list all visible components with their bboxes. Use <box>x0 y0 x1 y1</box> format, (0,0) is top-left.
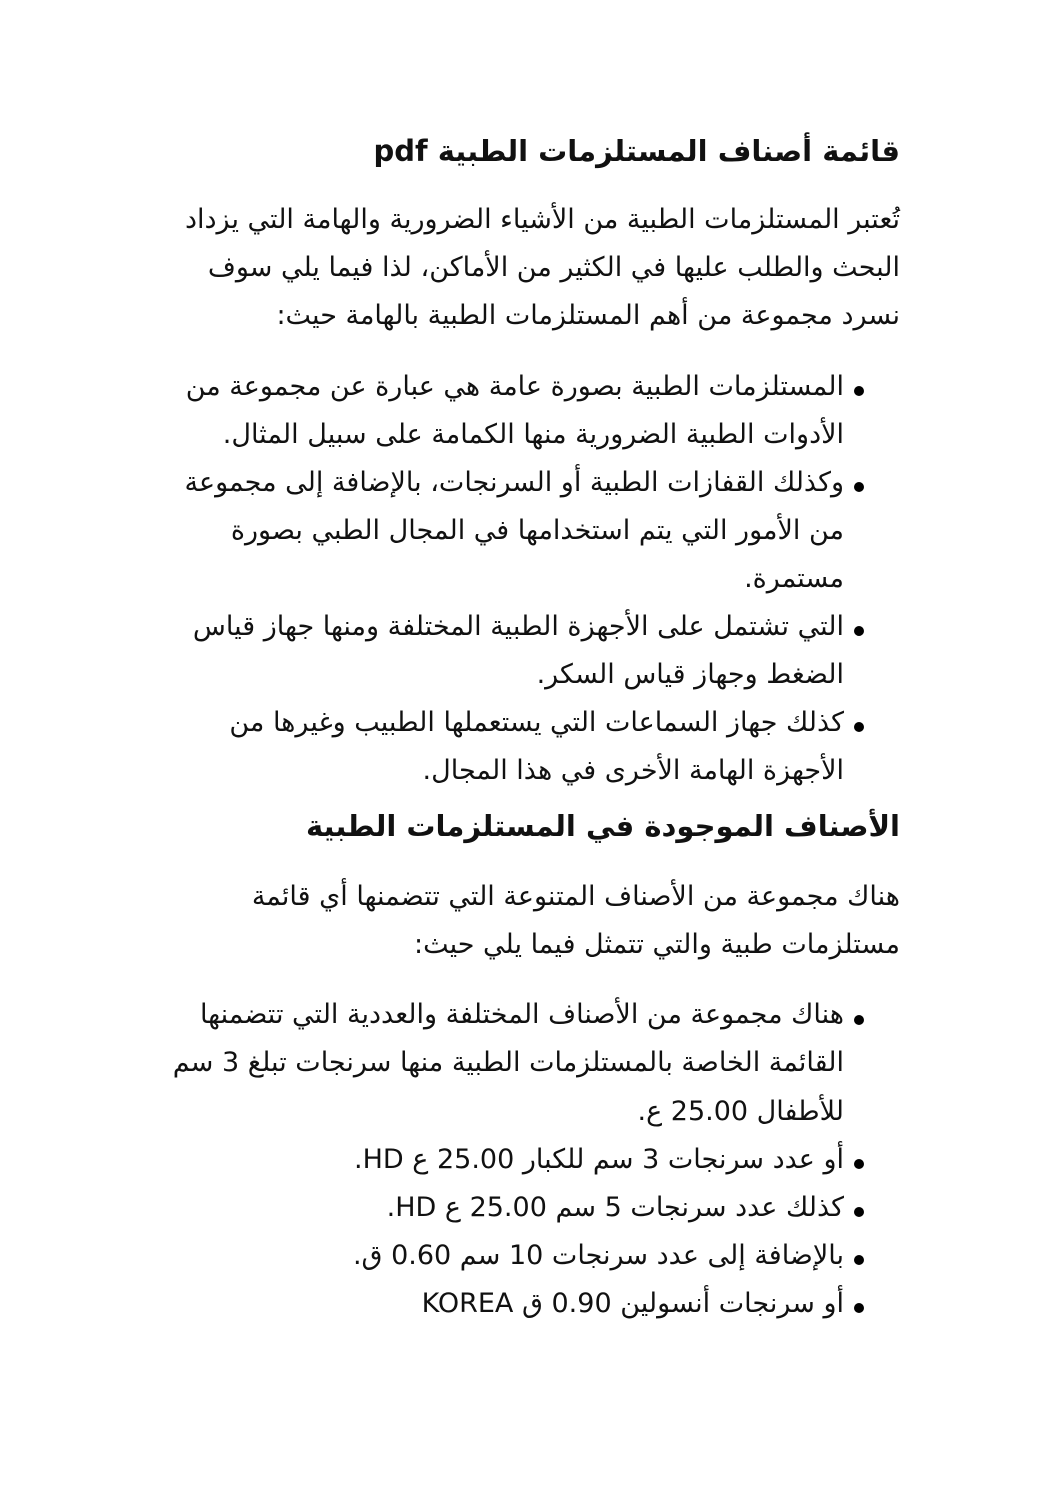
list-item-text: أو عدد سرنجات 3 سم للكبار 25.00 ع HD. <box>354 1143 844 1175</box>
bullet-dot <box>854 1159 864 1169</box>
bullet-dot <box>854 386 864 396</box>
list-item <box>160 1136 900 1184</box>
document-content <box>160 120 900 1338</box>
intro-paragraph: تُعتبر المستلزمات الطبية من الأشياء الضرورية والهامة التي يزداد البحث والطلب عليها في الكثير من الأماكن، لذا فيما يلي سوف نسرد مجموعة من أهم المستلزمات الطبية بالهامة حيث: <box>185 204 900 332</box>
list-item <box>160 363 900 459</box>
list-item-text: وكذلك القفازات الطبية أو السرنجات، بالإضافة إلى مجموعة من الأمور التي يتم استخدامها في المجال الطبي بصورة مستمرة. <box>184 466 844 594</box>
bullet-dot <box>854 482 864 492</box>
list-item <box>160 603 900 699</box>
list-item-text: أو سرنجات أنسولين 0.90 ق KOREA <box>421 1287 844 1319</box>
document-title: قائمة أصناف المستلزمات الطبية pdf <box>373 134 900 168</box>
bullet-dot <box>854 1015 864 1025</box>
list-item <box>160 1280 900 1328</box>
list-item-text: كذلك جهاز السماعات التي يستعملها الطبيب وغيرها من الأجهزة الهامة الأخرى في هذا المجال. <box>229 706 844 786</box>
list-item <box>160 699 900 795</box>
list-item-text: بالإضافة إلى عدد سرنجات 10 سم 0.60 ق. <box>352 1239 844 1271</box>
bullet-dot <box>854 1303 864 1313</box>
bullet-dot <box>854 1207 864 1217</box>
list-item <box>160 991 900 1135</box>
bullet-list-2 <box>160 991 900 1327</box>
bullet-dot <box>854 626 864 636</box>
bullet-dot <box>854 722 864 732</box>
bullet-dot <box>854 1255 864 1265</box>
list-item-text: كذلك عدد سرنجات 5 سم 25.00 ع HD. <box>386 1191 844 1223</box>
list-item-text: هناك مجموعة من الأصناف المختلفة والعددية التي تتضمنها القائمة الخاصة بالمستلزمات الطبية منها سرنجات تبلغ 3 سم للأطفال 25.00 ع. <box>172 999 844 1127</box>
bullet-list-1 <box>160 363 900 795</box>
list-item-text: المستلزمات الطبية بصورة عامة هي عبارة عن مجموعة من الأدوات الطبية الضرورية منها الكمامة على سبيل المثال. <box>185 370 844 450</box>
list-item-text: التي تشتمل على الأجهزة الطبية المختلفة ومنها جهاز قياس الضغط وجهاز قياس السكر. <box>192 610 844 690</box>
list-item <box>160 1184 900 1232</box>
section-paragraph: هناك مجموعة من الأصناف المتنوعة التي تتضمنها أي قائمة مستلزمات طبية والتي تتمثل فيما يلي حيث: <box>251 881 900 961</box>
list-item <box>160 459 900 603</box>
section-subtitle: الأصناف الموجودة في المستلزمات الطبية <box>305 808 900 843</box>
list-item <box>160 1232 900 1280</box>
